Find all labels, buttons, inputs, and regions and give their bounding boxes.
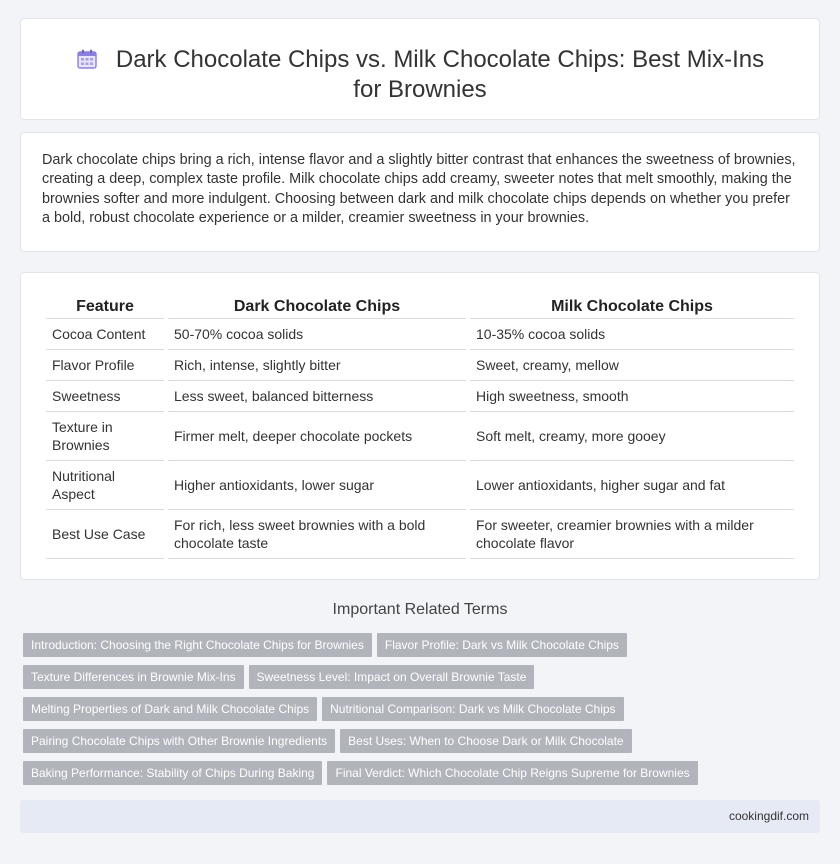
comparison-table bbox=[42, 295, 798, 559]
related-term-tag[interactable]: Introduction: Choosing the Right Chocolate Chips for Brownies bbox=[23, 633, 372, 657]
tag-row bbox=[23, 761, 823, 793]
feature-cell: Best Use Case bbox=[46, 510, 164, 559]
feature-cell: Nutritional Aspect bbox=[46, 461, 164, 510]
milk-cell: For sweeter, creamier brownies with a milder chocolate flavor bbox=[470, 510, 794, 559]
header-feature: Feature bbox=[46, 295, 164, 319]
table-row bbox=[46, 510, 794, 559]
footer-site-link[interactable]: cookingdif.com bbox=[728, 809, 809, 823]
dark-cell: For rich, less sweet brownies with a bold chocolate taste bbox=[168, 510, 466, 559]
feature-cell: Flavor Profile bbox=[46, 350, 164, 381]
related-term-tag[interactable]: Best Uses: When to Choose Dark or Milk Chocolate bbox=[340, 729, 631, 753]
milk-cell: High sweetness, smooth bbox=[470, 381, 794, 412]
tag-row bbox=[23, 665, 823, 697]
milk-cell: Soft melt, creamy, more gooey bbox=[470, 412, 794, 461]
intro-paragraph: Dark chocolate chips bring a rich, intense flavor and a slightly bitter contrast that enhances the sweetness of brownies, creating a deep, complex taste profile. Milk chocolate chips add creamy, sweeter notes that melt smoothly, making the brownies softer and more indulgent. Choosing between dark and milk chocolate chips depends on whether you prefer a bold, robust chocolate experience or a milder, creamier sweetness in your brownies. bbox=[42, 152, 796, 227]
dark-cell: Less sweet, balanced bitterness bbox=[168, 381, 466, 412]
tag-row bbox=[23, 697, 823, 729]
table-row bbox=[46, 461, 794, 510]
feature-cell: Cocoa Content bbox=[46, 319, 164, 350]
dark-cell: Firmer melt, deeper chocolate pockets bbox=[168, 412, 466, 461]
related-term-tag[interactable]: Baking Performance: Stability of Chips During Baking bbox=[23, 761, 322, 785]
header-dark-chocolate: Dark Chocolate Chips bbox=[168, 295, 466, 319]
table-header-row bbox=[46, 295, 794, 319]
milk-cell: 10-35% cocoa solids bbox=[470, 319, 794, 350]
related-terms-title: Important Related Terms bbox=[332, 601, 508, 618]
tag-row bbox=[23, 729, 823, 761]
feature-cell: Sweetness bbox=[46, 381, 164, 412]
dark-cell: 50-70% cocoa solids bbox=[168, 319, 466, 350]
header-card bbox=[20, 18, 820, 120]
related-term-tag[interactable]: Flavor Profile: Dark vs Milk Chocolate Chips bbox=[377, 633, 627, 657]
comparison-card bbox=[20, 272, 820, 580]
feature-cell: Texture in Brownies bbox=[46, 412, 164, 461]
related-term-tag[interactable]: Sweetness Level: Impact on Overall Brownie Taste bbox=[249, 665, 535, 689]
milk-cell: Lower antioxidants, higher sugar and fat bbox=[470, 461, 794, 510]
table-row bbox=[46, 381, 794, 412]
table-row bbox=[46, 319, 794, 350]
table-row bbox=[46, 350, 794, 381]
page-title bbox=[61, 45, 779, 105]
footer bbox=[20, 800, 820, 833]
header-milk-chocolate: Milk Chocolate Chips bbox=[470, 295, 794, 319]
related-term-tag[interactable]: Nutritional Comparison: Dark vs Milk Chocolate Chips bbox=[322, 697, 623, 721]
related-term-tag[interactable]: Texture Differences in Brownie Mix-Ins bbox=[23, 665, 244, 689]
dark-cell: Rich, intense, slightly bitter bbox=[168, 350, 466, 381]
page-title-text: Dark Chocolate Chips vs. Milk Chocolate Chips: Best Mix-Ins for Brownies bbox=[115, 46, 765, 103]
milk-cell: Sweet, creamy, mellow bbox=[470, 350, 794, 381]
related-terms-tags bbox=[23, 633, 823, 793]
tag-row bbox=[23, 633, 823, 665]
related-term-tag[interactable]: Pairing Chocolate Chips with Other Brownie Ingredients bbox=[23, 729, 335, 753]
related-term-tag[interactable]: Melting Properties of Dark and Milk Chocolate Chips bbox=[23, 697, 317, 721]
table-row bbox=[46, 412, 794, 461]
dark-cell: Higher antioxidants, lower sugar bbox=[168, 461, 466, 510]
related-term-tag[interactable]: Final Verdict: Which Chocolate Chip Reigns Supreme for Brownies bbox=[327, 761, 697, 785]
intro-card bbox=[20, 132, 820, 252]
calendar-icon bbox=[76, 48, 98, 70]
